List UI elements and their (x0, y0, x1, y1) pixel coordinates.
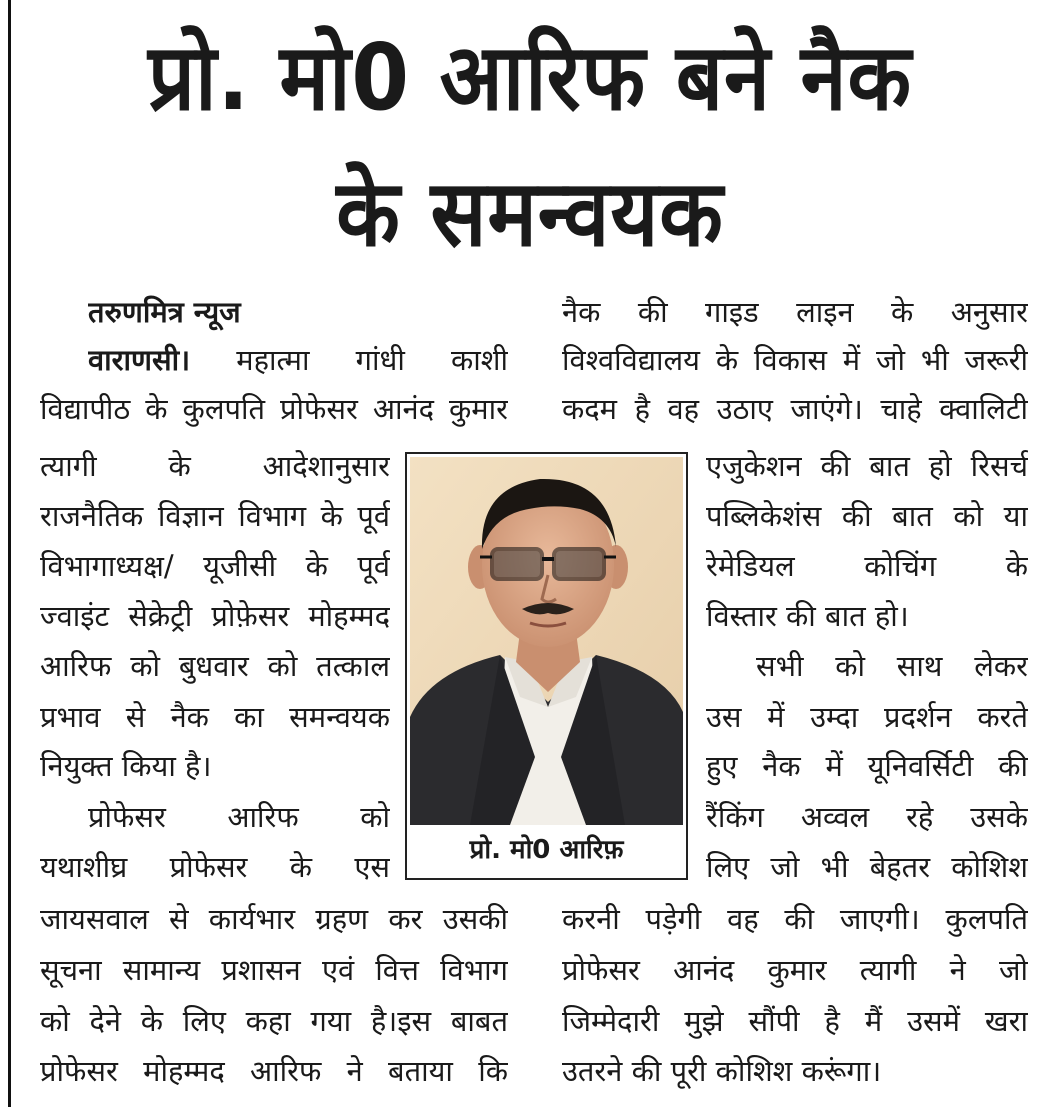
article-line: पब्लिकेशंस की बात को या (706, 499, 1028, 533)
article-line: विद्यापीठ के कुलपति प्रोफेसर आनंद कुमार (40, 392, 508, 426)
article-line: एजुकेशन की बात हो रिसर्च (706, 449, 1028, 483)
dateline: वाराणसी। (88, 343, 191, 377)
article-line: नैक की गाइड लाइन के अनुसार (562, 295, 1028, 329)
article-line: हुए नैक में यूनिवर्सिटी की (706, 749, 1028, 783)
article-line: प्रोफेसर आरिफ को (88, 800, 390, 834)
photo-frame (405, 452, 688, 880)
article-line: त्यागी के आदेशानुसार (40, 449, 390, 483)
column-rule (8, 0, 11, 1107)
byline: तरुणमित्र न्यूज (88, 295, 241, 329)
portrait-photo (410, 457, 683, 825)
article-line: सभी को साथ लेकर (756, 649, 1028, 683)
article-line: को देने के लिए कहा गया है।इस बाबत (40, 1004, 508, 1038)
article-line: उतरने की पूरी कोशिश करूंगा। (562, 1054, 882, 1088)
article-line: प्रभाव से नैक का समन्वयक (40, 700, 390, 734)
article-line: आरिफ को बुधवार को तत्काल (40, 649, 390, 683)
article-line: सूचना सामान्य प्रशासन एवं वित्त विभाग (40, 953, 508, 987)
article-line: जायसवाल से कार्यभार ग्रहण कर उसकी (40, 902, 508, 936)
article-line: ज्वाइंट सेक्रेट्री प्रोफ़ेसर मोहम्मद (40, 599, 390, 633)
article-line: प्रोफेसर आनंद कुमार त्यागी ने जो (562, 953, 1028, 987)
article-line: नियुक्त किया है। (40, 749, 212, 783)
article-line (88, 336, 508, 384)
article-line: लिए जो भी बेहतर कोशिश (706, 850, 1028, 884)
article-line: कदम है वह उठाए जाएंगे। चाहे क्वालिटी (562, 392, 1028, 426)
article-line: विस्तार की बात हो। (706, 599, 909, 633)
article-line: रेमेडियल कोचिंग के (706, 549, 1028, 583)
article-line: राजनैतिक विज्ञान विभाग के पूर्व (40, 499, 390, 533)
photo-caption: प्रो. मो0 आरिफ़ (469, 835, 624, 865)
article-line: जिम्मेदारी मुझे सौंपी है मैं उसमें खरा (562, 1004, 1028, 1038)
article-line: विभागाध्यक्ष/ यूजीसी के पूर्व (40, 549, 390, 583)
article-text: महात्मा गांधी काशी (236, 343, 508, 377)
article-line: प्रोफेसर मोहम्मद आरिफ ने बताया कि (40, 1054, 508, 1088)
portrait-illustration (410, 457, 683, 825)
headline-line-1: प्रो. मो0 आरिफ बने नैक (148, 24, 912, 131)
article-line: रैंकिंग अव्वल रहे उसके (706, 800, 1028, 834)
article-line: विश्वविद्यालय के विकास में जो भी जरूरी (562, 343, 1028, 377)
article-line: यथाशीघ्र प्रोफेसर के एस (40, 850, 390, 884)
headline-line-2: के समन्वयक (336, 160, 724, 267)
article-line: उस में उम्दा प्रदर्शन करते (706, 700, 1028, 734)
article-line: करनी पड़ेगी वह की जाएगी। कुलपति (562, 902, 1028, 936)
